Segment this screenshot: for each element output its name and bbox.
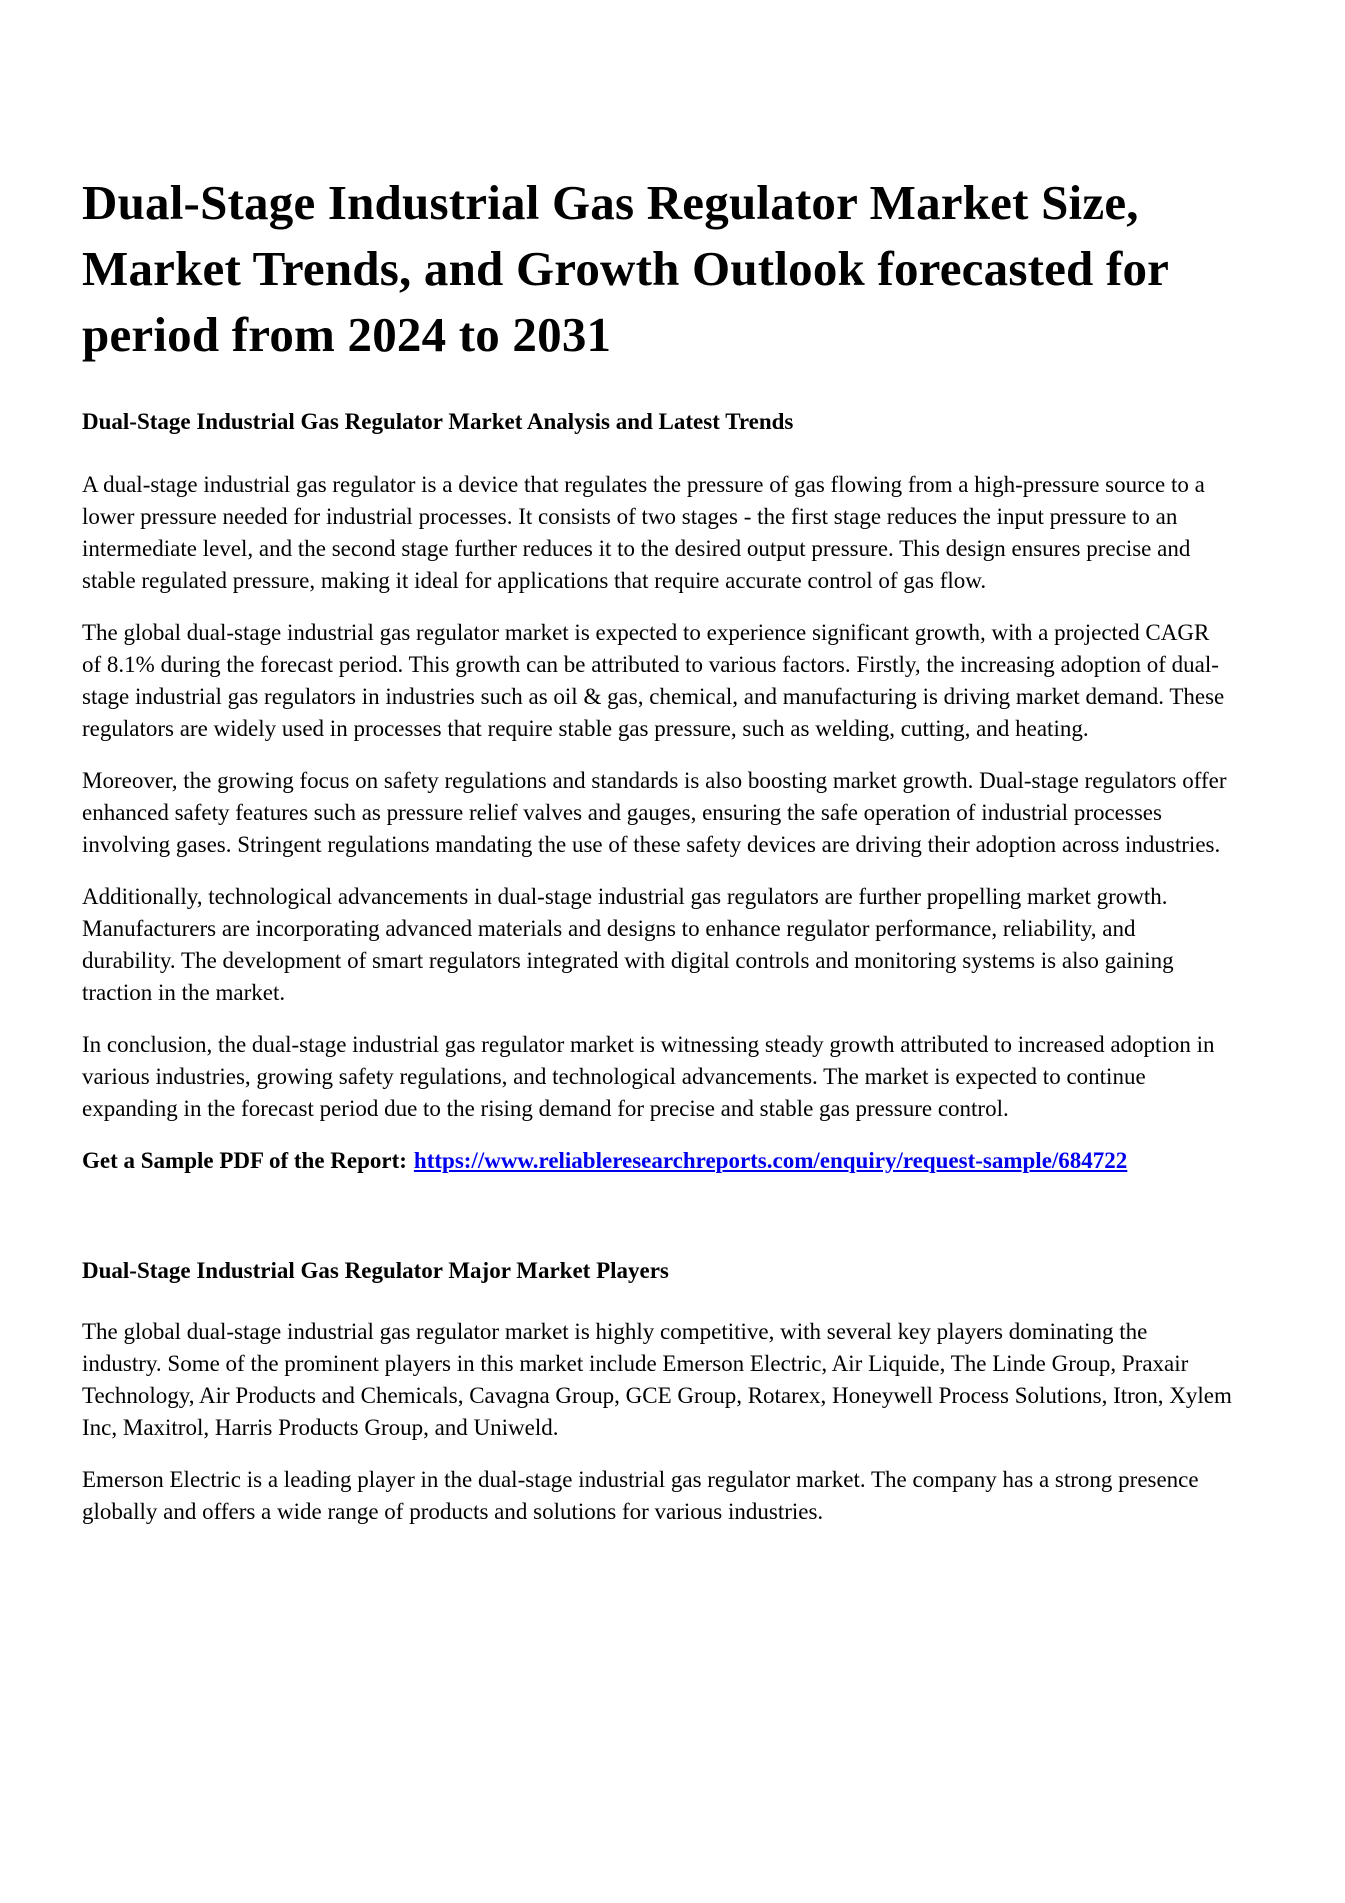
sample-report-link[interactable]: https://www.reliableresearchreports.com/enquiry/request-sample/684722 <box>413 1148 1128 1173</box>
paragraph-players-1: The global dual-stage industrial gas regulator market is highly competitive, with several key players dominating the industry. Some of the prominent players in this market include Emerson Electric, Air Liquide, The Linde Group, Praxair Technology, Air Products and Chemicals, Cavagna Group, GCE Group, Rotarex, Honeywell Process Solutions, Itron, Xylem Inc, Maxitrol, Harris Products Group, and Uniweld. <box>82 1319 1232 1440</box>
section-heading-players: Dual-Stage Industrial Gas Regulator Major Market Players <box>82 1258 669 1283</box>
paragraph-intro-4: Additionally, technological advancements in dual-stage industrial gas regulators are further propelling market growth. Manufacturers are incorporating advanced materials and designs to enhance regulator performance, reliability, and durability. The development of smart regulators integrated with digital controls and monitoring systems is also gaining traction in the market. <box>82 884 1174 1005</box>
paragraph-intro-3: Moreover, the growing focus on safety regulations and standards is also boosting market growth. Dual-stage regulators offer enhanced safety features such as pressure relief valves and gauges, ensuring the safe operation of industrial processes involving gases. Stringent regulations mandating the use of these safety devices are driving their adoption across industries. <box>82 768 1227 857</box>
paragraph-players-2: Emerson Electric is a leading player in the dual-stage industrial gas regulator market. The company has a strong presence globally and offers a wide range of products and solutions for various industries. <box>82 1467 1199 1524</box>
section-heading-analysis: Dual-Stage Industrial Gas Regulator Market Analysis and Latest Trends <box>82 409 794 434</box>
page-title: Dual-Stage Industrial Gas Regulator Market Size, Market Trends, and Growth Outlook forecasted for period from 2024 to 2031 <box>82 175 1169 362</box>
document-page <box>82 0 1232 1528</box>
paragraph-intro-5: In conclusion, the dual-stage industrial gas regulator market is witnessing steady growth attributed to increased adoption in various industries, growing safety regulations, and technological advancements. The market is expected to continue expanding in the forecast period due to the rising demand for precise and stable gas pressure control. <box>82 1032 1215 1121</box>
paragraph-intro-1: A dual-stage industrial gas regulator is a device that regulates the pressure of gas flowing from a high-pressure source to a lower pressure needed for industrial processes. It consists of two stages - the first stage reduces the input pressure to an intermediate level, and the second stage further reduces it to the desired output pressure. This design ensures precise and stable regulated pressure, making it ideal for applications that require accurate control of gas flow. <box>82 472 1205 593</box>
paragraph-intro-2: The global dual-stage industrial gas regulator market is expected to experience significant growth, with a projected CAGR of 8.1% during the forecast period. This growth can be attributed to various factors. Firstly, the increasing adoption of dual-stage industrial gas regulators in industries such as oil & gas, chemical, and manufacturing is driving market demand. These regulators are widely used in processes that require stable gas pressure, such as welding, cutting, and heating. <box>82 620 1225 741</box>
sample-report-label: Get a Sample PDF of the Report: <box>82 1148 407 1173</box>
sample-report-line <box>82 1145 1232 1177</box>
